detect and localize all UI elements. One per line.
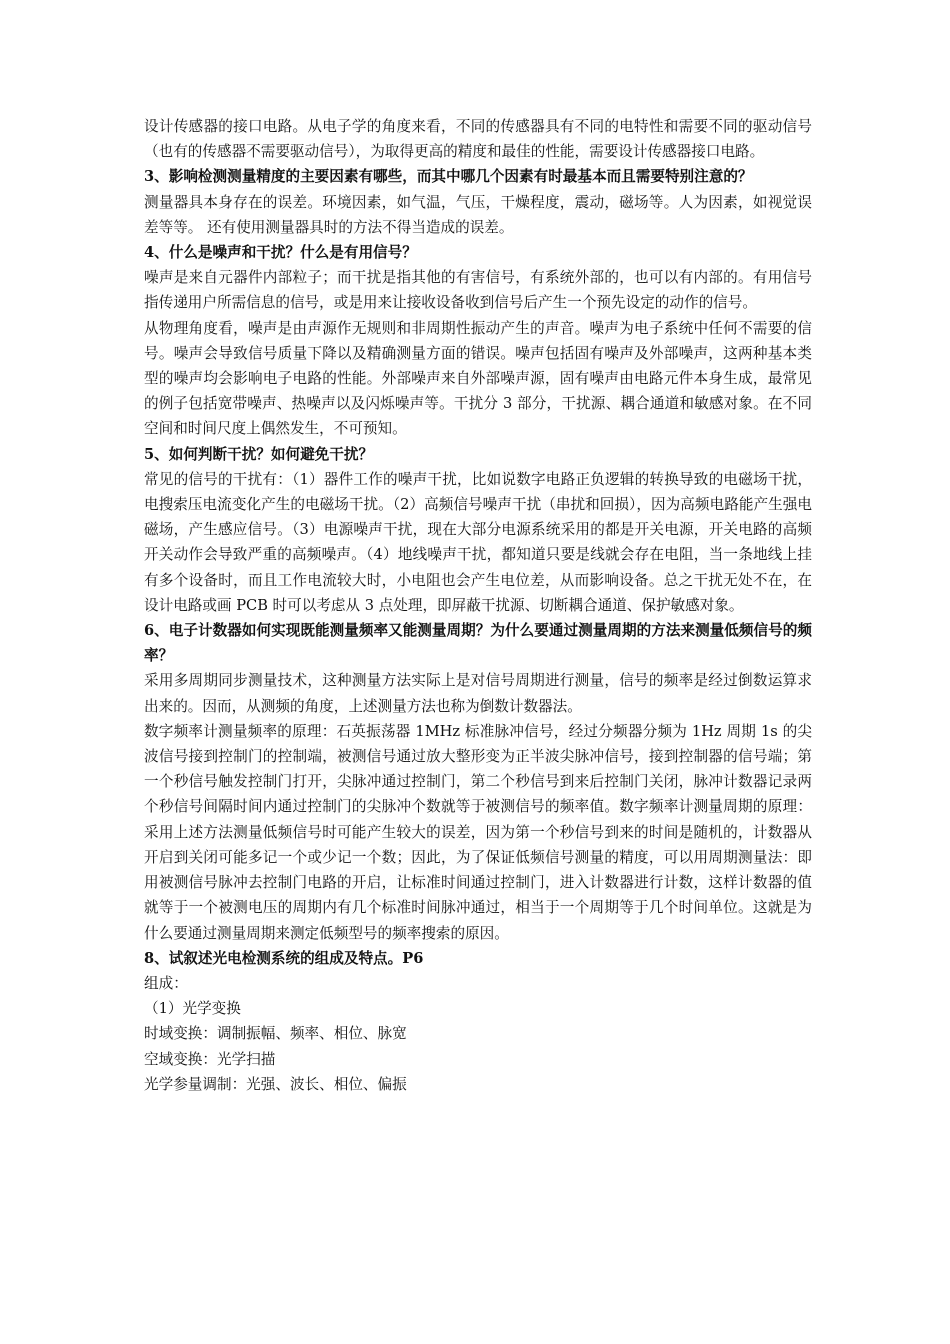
question-8-heading: 8、试叙述光电检测系统的组成及特点。P6 [144, 949, 424, 967]
answer-3-paragraph: 测量器具本身存在的误差。环境因素，如气温，气压，干燥程度，震动，磁场等。人为因素，如视觉误差等等。 还有使用测量器具时的方法不得当造成的误差。 [144, 193, 812, 236]
question-6-heading: 6、电子计数器如何实现既能测量频率又能测量周期？为什么要通过测量周期的方法来测量低频信号的频率？ [144, 622, 812, 665]
document-body [144, 114, 812, 1097]
question-5-heading: 5、如何判断干扰？如何避免干扰？ [144, 445, 374, 463]
question-3-heading: 3、影响检测测量精度的主要因素有哪些，而其中哪几个因素有时最基本而且需要特别注意的？ [144, 168, 753, 186]
question-4-heading: 4、什么是噪声和干扰？什么是有用信号？ [144, 244, 417, 262]
answer-4-paragraph-2: 从物理角度看，噪声是由声源作无规则和非周期性振动产生的声音。噪声为电子系统中任何不需要的信号。噪声会导致信号质量下降以及精确测量方面的错误。噪声包括固有噪声及外部噪声，这两种基本类型的噪声均会影响电子电路的性能。外部噪声来自外部噪声源，固有噪声由电路元件本身生成，最常见的例子包括宽带噪声、热噪声以及闪烁噪声等。干扰分 3 部分，干扰源、耦合通道和敏感对象。在不同空间和时间尺度上偶然发生，不可预知。 [144, 319, 812, 438]
answer-6-paragraph-2: 数字频率计测量频率的原理：石英振荡器 1MHz 标准脉冲信号，经过分频器分频为 1Hz 周期 1s 的尖波信号接到控制门的控制端，被测信号通过放大整形变为正半波尖脉冲信号，接到控制器的信号端；第一个秒信号触发控制门打开，尖脉冲通过控制门，第二个秒信号到来后控制门关闭，脉冲计数器记录两个秒信号间隔时间内通过控制门的尖脉冲个数就等于被测信号的频率值。数字频率计测量周期的原理：采用上述方法测量低频信号时可能产生较大的误差，因为第一个秒信号到来的时间是随机的，计数器从开启到关闭可能多记一个或少记一个数；因此，为了保证低频信号测量的精度，可以用周期测量法：即用被测信号脉冲去控制门电路的开启，让标准时间通过控制门，进入计数器进行计数，这样计数器的值就等于一个被测电压的周期内有几个标准时间脉冲通过，相当于一个周期等于几个时间单位。这就是为什么要通过测量周期来测定低频型号的频率搜索的原因。 [144, 722, 812, 942]
answer-5-paragraph: 常见的信号的干扰有：（1）器件工作的噪声干扰，比如说数字电路正负逻辑的转换导致的电磁场干扰，电搜索压电流变化产生的电磁场干扰。（2）高频信号噪声干扰（串扰和回损），因为高频电路能产生强电磁场，产生感应信号。（3）电源噪声干扰，现在大部分电源系统采用的都是开关电源，开关电路的高频开关动作会导致严重的高频噪声。（4）地线噪声干扰，都知道只要是线就会存在电阻，当一条地线上挂有多个设备时，而且工作电流较大时，小电阻也会产生电位差，从而影响设备。总之干扰无处不在，在设计电路或画 PCB 时可以考虑从 3 点处理，即屏蔽干扰源、切断耦合通道、保护敏感对象。 [144, 470, 812, 614]
paragraph-interface-circuit: 设计传感器的接口电路。从电子学的角度来看，不同的传感器具有不同的电特性和需要不同的驱动信号（也有的传感器不需要驱动信号），为取得更高的精度和最佳的性能，需要设计传感器接口电路。 [144, 118, 812, 161]
answer-8-line-space-domain: 空域变换：光学扫描 [144, 1050, 276, 1068]
answer-4-paragraph-1: 噪声是来自元器件内部粒子；而干扰是指其他的有害信号，有系统外部的，也可以有内部的。有用信号指传递用户所需信息的信号，或是用来让接收设备收到信号后产生一个预先设定的动作的信号。 [144, 269, 812, 312]
answer-8-line-optical-parameter: 光学参量调制：光强、波长、相位、偏振 [144, 1075, 407, 1093]
answer-8-line-optical-transform: （1）光学变换 [144, 1000, 241, 1018]
answer-8-line-composition: 组成： [144, 974, 188, 992]
answer-8-line-time-domain: 时域变换：调制振幅、频率、相位、脉宽 [144, 1025, 407, 1043]
answer-6-paragraph-1: 采用多周期同步测量技术，这种测量方法实际上是对信号周期进行测量，信号的频率是经过倒数运算求出来的。因而，从测频的角度，上述测量方法也称为倒数计数器法。 [144, 672, 812, 715]
